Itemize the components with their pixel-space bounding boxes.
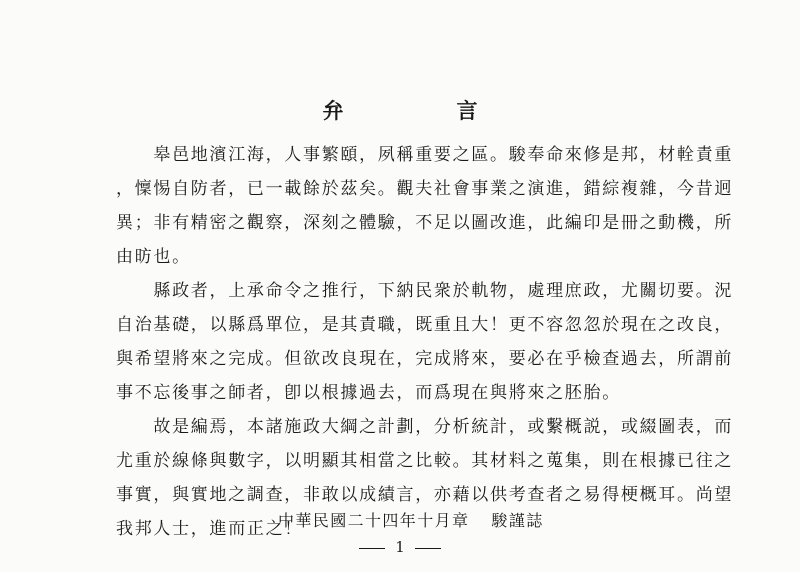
text-line: 自治基礎，以縣爲單位，是其責職，既重且大！更不容忽忽於現在之改良，: [116, 315, 734, 335]
text-line: ，懍惕自防者，已一載餘於茲矣。觀夫社會事業之演進，錯綜複雜，今昔迥: [116, 179, 734, 199]
text-line: 皋邑地濱江海，人事繁頤，夙稱重要之區。駿奉命來修是邦，材輇責重: [116, 145, 734, 165]
page-number-dash-left: [359, 548, 385, 549]
text-line: 異；非有精密之觀察，深刻之體驗，不足以圖改進，此編印是冊之動機，所: [116, 213, 734, 233]
text-line: 事不忘後事之師者，卽以根據過去，而爲現在與將來之胚胎。: [116, 383, 621, 403]
signature-line: [278, 508, 544, 531]
page-number-dash-right: [415, 548, 441, 549]
text-line: 與希望將來之完成。但欲改良現在，完成將來，要必在乎檢查過去，所謂前: [116, 349, 734, 369]
text-line: 縣政者，上承命令之推行，下納民衆於軌物，處理庶政，尤關切要。況: [116, 281, 734, 301]
text-line: 我邦人士，進而正之！: [116, 519, 303, 539]
text-line: 由昉也。: [116, 247, 191, 267]
page-title: 弁 言: [322, 98, 524, 123]
preface-body: [116, 138, 734, 546]
text-line: 事實，與實地之調查，非敢以成績言，亦藉以供考查者之易得梗概耳。尚望: [116, 485, 734, 505]
page-number: [0, 538, 800, 556]
text-line: 故是編焉，本諸施政大綱之計劃，分析統計，或繫概説，或綴圖表，而: [116, 417, 734, 437]
text-line: 尤重於線條與數字，以明顯其相當之比較。其材料之蒐集，則在根據已往之: [116, 451, 734, 471]
page-number-value: 1: [395, 538, 405, 556]
signature-author: 駿謹誌: [491, 511, 544, 530]
signature-date: 中華民國二十四年十月章: [278, 511, 470, 530]
